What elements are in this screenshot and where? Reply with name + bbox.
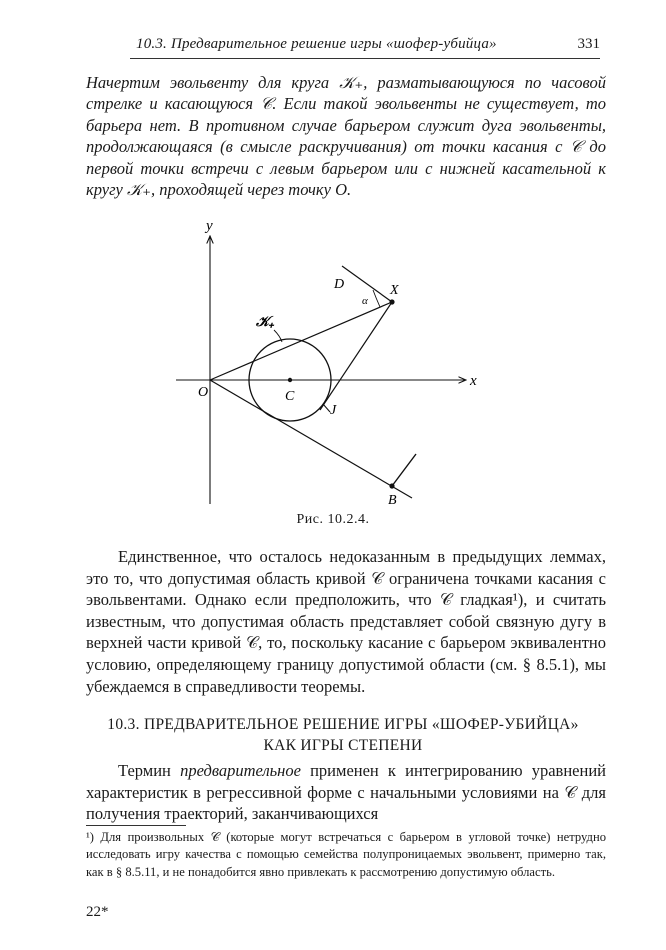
label-d: D bbox=[334, 277, 345, 292]
paragraph-2-text: Единственное, что осталось недоказанным в предыдущих леммах, это то, что допустимая область кривой 𝒞 ограничена точками касания с эвольвентами. Однако если предположить, что 𝒞 гладкая¹), и считать известным, что допустимая область представляет собой связную дугу в верхней части кривой 𝒞, то, поскольку касание с барьером эквивалентно условию, определяющему границу допустимой области (см. § 8.5.1), мы убеждаемся в справедливости теоремы. bbox=[86, 547, 606, 696]
label-x: x bbox=[470, 373, 477, 389]
paragraph-3 bbox=[86, 760, 606, 825]
intro-paragraph bbox=[86, 72, 606, 200]
label-k-plus: 𝒦₊ bbox=[256, 315, 274, 330]
paragraph-2 bbox=[86, 546, 606, 697]
section-heading bbox=[80, 714, 606, 756]
label-x-point: X bbox=[390, 283, 399, 298]
paragraph-3-before: Термин bbox=[118, 761, 181, 780]
center-point bbox=[288, 378, 292, 382]
label-j: J bbox=[330, 403, 337, 418]
point-x-dot bbox=[389, 299, 394, 304]
label-alpha: α bbox=[362, 295, 368, 307]
section-heading-line1: 10.3. ПРЕДВАРИТЕЛЬНОЕ РЕШЕНИЕ ИГРЫ «ШОФЕР-УБИЙЦА» bbox=[107, 716, 579, 733]
point-b-dot bbox=[389, 483, 394, 488]
footnote-rule bbox=[86, 825, 186, 826]
segment-b bbox=[392, 454, 416, 486]
running-title: 10.3. Предварительное решение игры «шофер-убийца» bbox=[136, 36, 497, 52]
lower-tangent bbox=[210, 380, 412, 498]
figure-10-2-4 bbox=[170, 214, 490, 516]
label-y: y bbox=[206, 218, 213, 234]
figure-caption: Рис. 10.2.4. bbox=[296, 512, 370, 527]
label-b: B bbox=[388, 493, 397, 508]
footnote: ¹) Для произвольных 𝒞 (которые могут встречаться с барьером в угловой точке) нетрудно исследовать игру качества с помощью семейства полупроницаемых эвольвент, примерно так, как в § 8.5.11, и не понадобится явно привлекать к рассмотрению допустимую область. bbox=[86, 830, 606, 879]
signature-mark: 22* bbox=[86, 904, 109, 920]
page-number: 331 bbox=[577, 36, 600, 52]
section-heading-line2: КАК ИГРЫ СТЕПЕНИ bbox=[263, 737, 423, 754]
tick-j bbox=[323, 404, 330, 412]
line-x-j bbox=[320, 302, 392, 410]
upper-tangent bbox=[210, 302, 392, 380]
intro-paragraph-text: Начертим эвольвенту для круга 𝒦₊, разматывающуюся по часовой стрелке и касающуюся 𝒞. Если такой эвольвенты не существует, то барьера нет. В противном случае барьером служит дуга эвольвенты, продолжающаяся (в смысле раскручивания) от точки касания с 𝒞 до первой точки встречи с левым барьером или с нижней касательной к кругу 𝒦₊, проходящей через точку O. bbox=[86, 73, 606, 200]
paragraph-3-emphasis: предварительное bbox=[180, 761, 301, 780]
label-c: C bbox=[285, 389, 295, 404]
label-o: O bbox=[198, 385, 209, 400]
running-header bbox=[130, 36, 600, 59]
paragraph-3-after: применен к интегрированию уравнений характеристик в регрессивной форме с начальными условиями на 𝒞 для получения траекторий, заканчивающихся bbox=[86, 761, 606, 824]
